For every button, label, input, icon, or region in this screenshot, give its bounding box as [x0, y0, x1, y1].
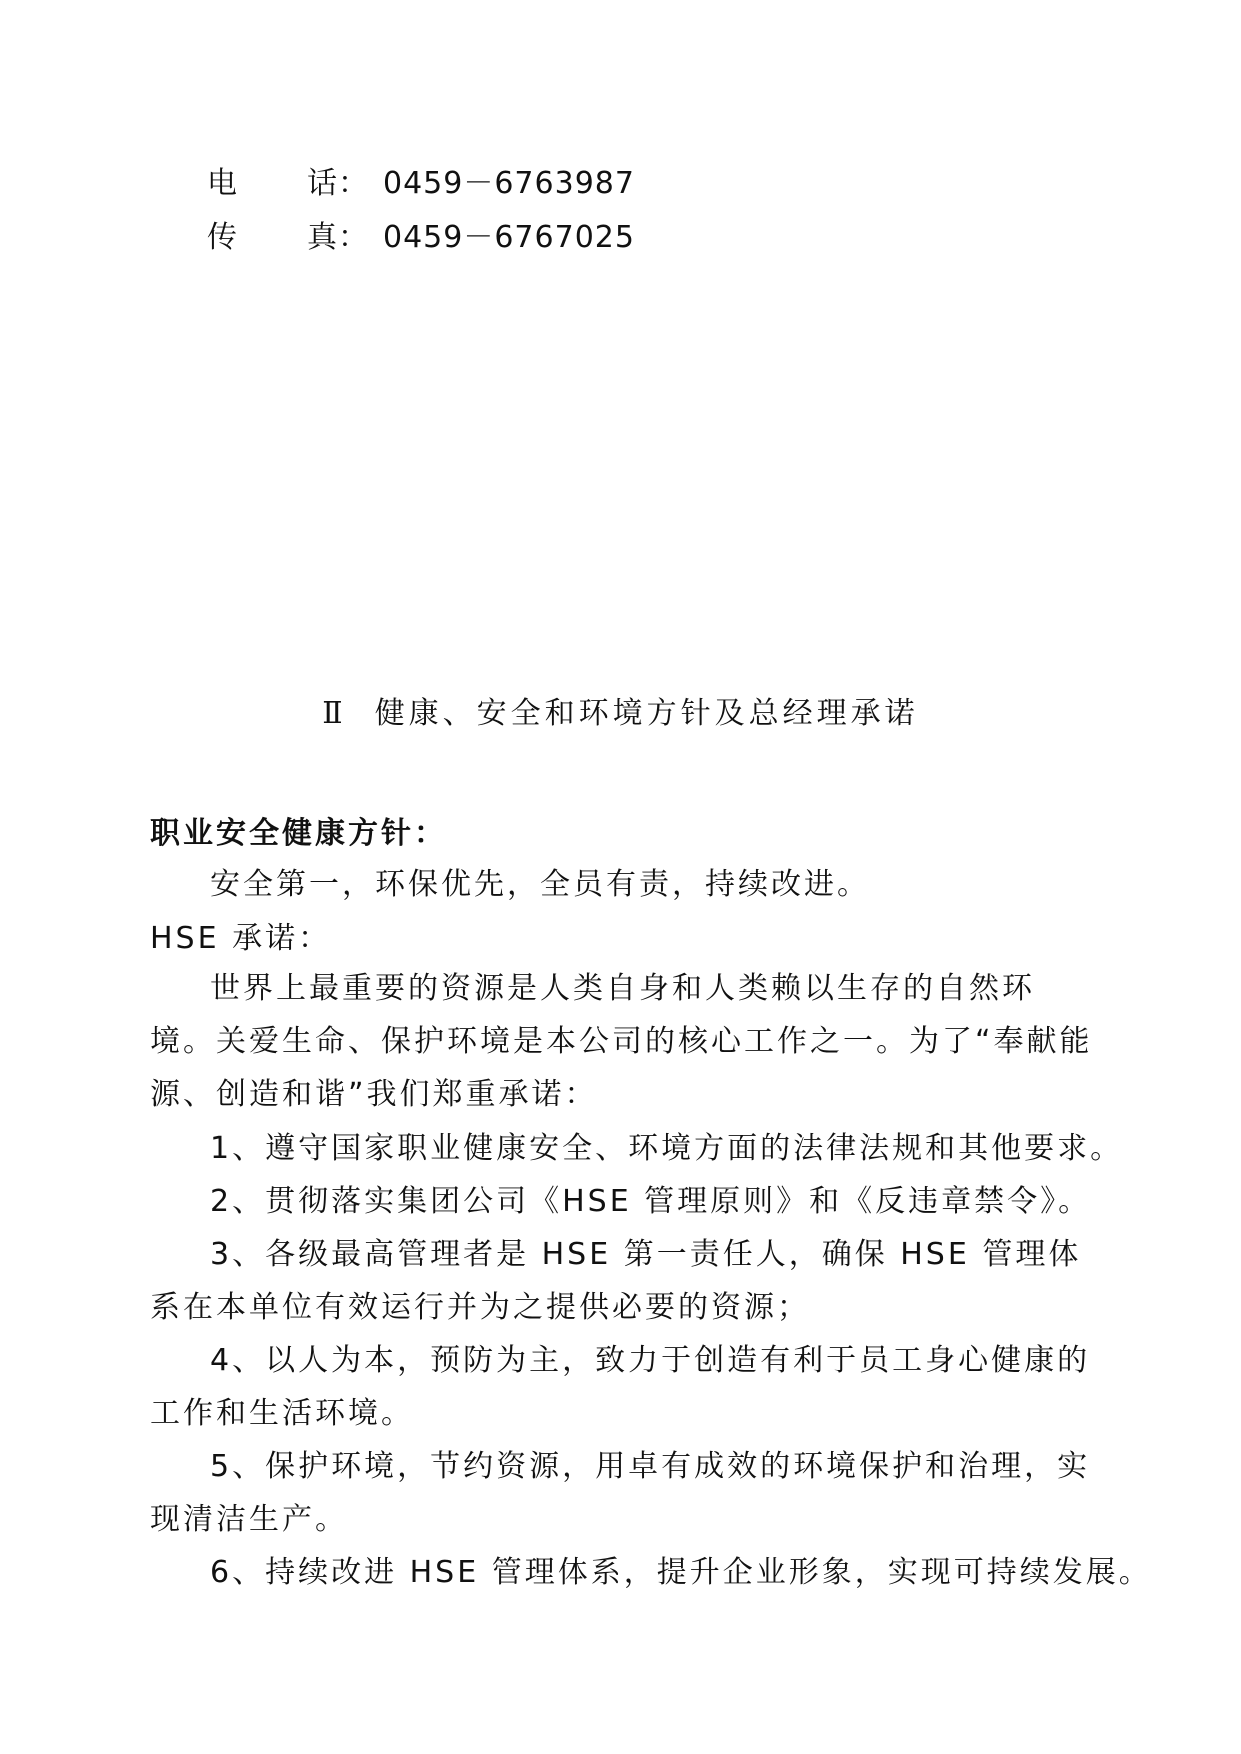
section-title — [0, 688, 1241, 732]
commitment-heading: HSE 承诺： — [150, 921, 332, 956]
commitment-item-3: 3、各级最高管理者是 HSE 第一责任人，确保 HSE 管理体系在本单位有效运行并为之提供必要的资源； — [150, 1237, 1082, 1325]
commitment-item-2: 2、贯彻落实集团公司《HSE 管理原则》和《反违章禁令》。 — [210, 1184, 1092, 1219]
commitment-intro: 世界上最重要的资源是人类自身和人类赖以生存的自然环境。关爱生命、保护环境是本公司的核心工作之一。为了“奉献能源、创造和谐”我们郑重承诺： — [150, 971, 1093, 1112]
section-number: Ⅱ — [322, 696, 347, 731]
phone-line — [207, 158, 635, 202]
commitment-item-4: 4、以人为本，预防为主，致力于创造有利于员工身心健康的工作和生活环境。 — [150, 1343, 1091, 1431]
fax-label-first: 传 — [207, 220, 238, 255]
section-title-text: 健康、安全和环境方针及总经理承诺 — [374, 696, 919, 731]
commitment-item-6: 6、持续改进 HSE 管理体系，提升企业形象，实现可持续发展。 — [210, 1555, 1152, 1590]
phone-value: 0459－6763987 — [383, 166, 635, 201]
phone-label-second: 话： — [307, 166, 369, 201]
policy-heading: 职业安全健康方针： — [150, 816, 447, 851]
fax-value: 0459－6767025 — [383, 220, 635, 255]
commitment-item-1: 1、遵守国家职业健康安全、环境方面的法律法规和其他要求。 — [210, 1131, 1124, 1166]
policy-text: 安全第一，环保优先，全员有责，持续改进。 — [210, 867, 870, 902]
commitment-item-5: 5、保护环境，节约资源，用卓有成效的环境保护和治理，实现清洁生产。 — [150, 1449, 1091, 1537]
fax-label-second: 真： — [307, 220, 369, 255]
phone-label-first: 电 — [207, 166, 238, 201]
fax-line — [207, 212, 635, 256]
